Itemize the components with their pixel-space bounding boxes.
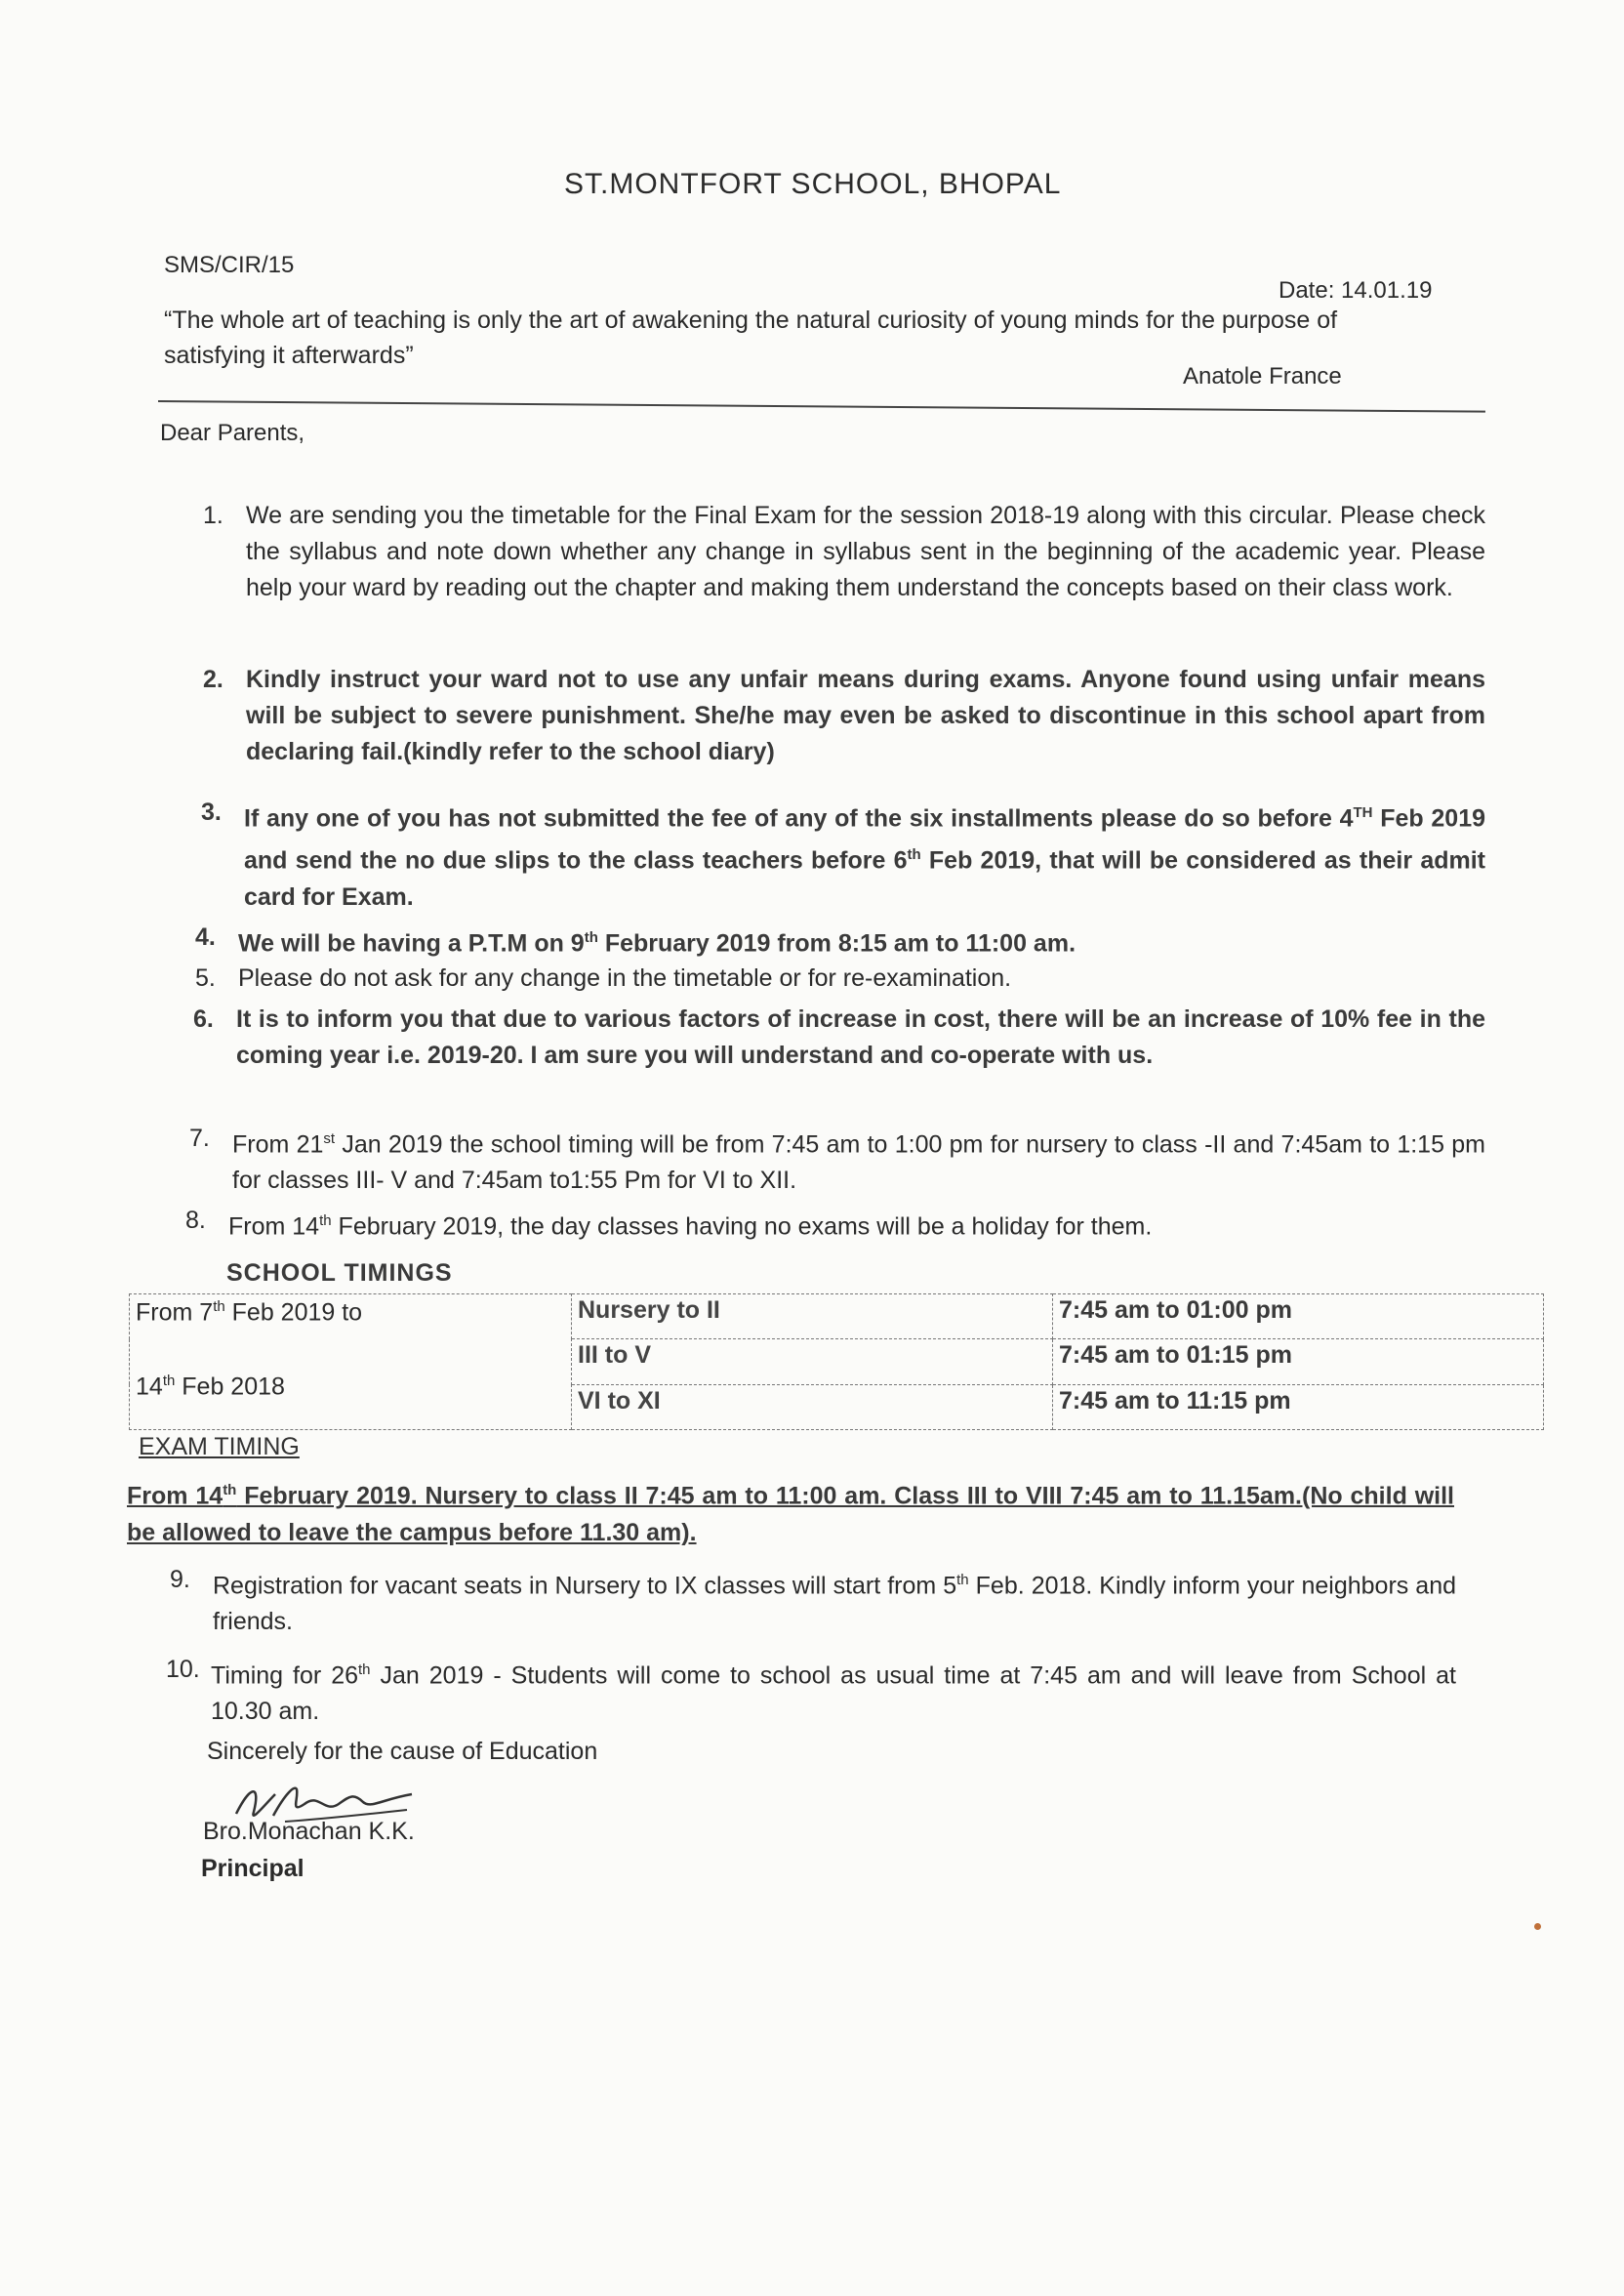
time-cell: 7:45 am to 11:15 pm (1053, 1384, 1544, 1429)
item-number: 9. (170, 1566, 190, 1593)
list-item-10 (166, 1652, 1456, 1730)
item-text: From 21st Jan 2019 the school timing will be from 7:45 am to 1:00 pm for nursery to class -II and 7:45am to 1:15 pm for classes III- V and 7:45am to1:55 Pm for VI to XII. (232, 1130, 1485, 1195)
list-item-3 (201, 795, 1485, 916)
item-number: 5. (195, 964, 216, 992)
exam-timing-text: From 14th February 2019. Nursery to class II 7:45 am to 11:00 am. Class III to VIII 7:45 am to 11.15am.(No child will be allowed to leave the campus before 11.30 am). (127, 1482, 1454, 1547)
principal-title: Principal (201, 1855, 304, 1882)
quote-text: “The whole art of teaching is only the art of awakening the natural curiosity of young minds for the purpose of satisfying it afterwards” (164, 307, 1338, 369)
salutation: Dear Parents, (160, 420, 305, 446)
item-number: 10. (166, 1656, 200, 1683)
item-text: We are sending you the timetable for the Final Exam for the session 2018-19 along with this circular. Please check the syllabus and note down whether any change in syllabus sent in the beginning of the academic year. Please help your ward by reading out the chapter and making them understand the concepts based on their class work. (246, 502, 1485, 601)
quote-author: Anatole France (1183, 363, 1342, 390)
class-range-cell: VI to XI (572, 1384, 1053, 1429)
period-from: From 7th Feb 2019 to (136, 1298, 363, 1327)
list-item-5 (195, 961, 1485, 997)
scan-speck (1534, 1923, 1541, 1930)
table-row (130, 1294, 1544, 1339)
time-cell: 7:45 am to 01:15 pm (1053, 1339, 1544, 1384)
item-number: 8. (185, 1207, 206, 1234)
item-number: 4. (195, 923, 216, 951)
item-number: 7. (189, 1125, 210, 1152)
circular-date: Date: 14.01.19 (1279, 277, 1433, 304)
list-item-4 (195, 920, 1485, 962)
item-number: 1. (203, 502, 223, 529)
list-item-1 (203, 498, 1485, 606)
school-timings-table (129, 1293, 1544, 1430)
time-cell: 7:45 am to 01:00 pm (1053, 1294, 1544, 1339)
list-item-2 (203, 662, 1485, 770)
item-text: Kindly instruct your ward not to use any unfair means during exams. Anyone found using unfair means will be subject to severe punishment. She/he may even be asked to discontinue in this school apart from declaring fail.(kindly refer to the school diary) (246, 666, 1485, 765)
timings-period-cell (130, 1294, 572, 1430)
item-text: Please do not ask for any change in the timetable or for re-examination. (238, 964, 1012, 992)
reference-number: SMS/CIR/15 (164, 252, 295, 278)
item-text: Registration for vacant seats in Nursery to IX classes will start from 5th Feb. 2018. Kindly inform your neighbors and friends. (213, 1572, 1456, 1636)
item-number: 6. (193, 1005, 214, 1033)
school-name: ST.MONTFORT SCHOOL, BHOPAL (564, 168, 1062, 200)
class-range-cell: III to V (572, 1339, 1053, 1384)
list-item-7 (189, 1121, 1485, 1199)
closing-line: Sincerely for the cause of Education (207, 1738, 598, 1765)
exam-timing-heading: EXAM TIMING (139, 1433, 300, 1460)
item-text: It is to inform you that due to various factors of increase in cost, there will be an increase of 10% fee in the coming year i.e. 2019-20. I am sure you will understand and co-operate with us. (236, 1005, 1485, 1069)
principal-name: Bro.Monachan K.K. (203, 1818, 415, 1845)
item-text: We will be having a P.T.M on 9th February 2019 from 8:15 am to 11:00 am. (238, 929, 1076, 958)
item-text: If any one of you has not submitted the fee of any of the six installments please do so before 4TH Feb 2019 and send the no due slips to the class teachers before 6th Feb 2019, that will be considered as their admit card for Exam. (244, 804, 1485, 911)
class-range-cell: Nursery to II (572, 1294, 1053, 1339)
period-to: 14th Feb 2018 (136, 1373, 285, 1401)
header-divider (158, 400, 1485, 413)
item-number: 2. (203, 666, 223, 693)
school-timings-heading: SCHOOL TIMINGS (226, 1259, 453, 1287)
item-text: From 14th February 2019, the day classes having no exams will be a holiday for them. (228, 1212, 1153, 1241)
list-item-8 (185, 1203, 1485, 1245)
list-item-9 (170, 1562, 1456, 1640)
list-item-6 (193, 1002, 1485, 1074)
item-number: 3. (201, 799, 222, 826)
item-text: Timing for 26th Jan 2019 - Students will come to school as usual time at 7:45 am and will leave from School at 10.30 am. (211, 1661, 1456, 1726)
